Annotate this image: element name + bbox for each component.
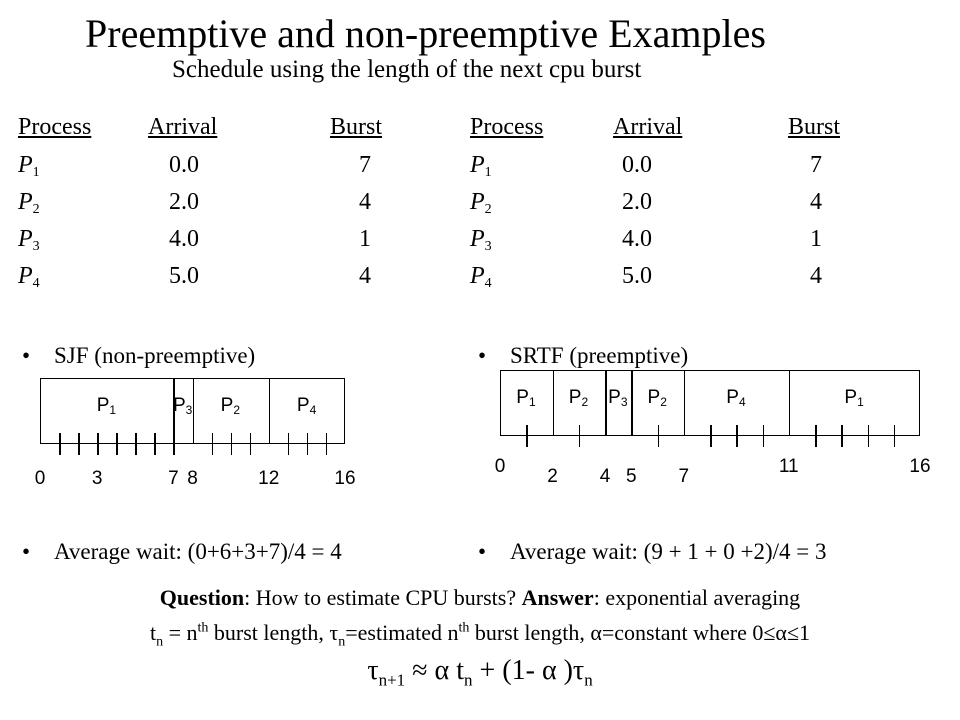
block-letter: P [296,395,310,416]
time-label: 7 [168,468,179,489]
gantt-block-label [221,395,240,417]
time-tick [78,433,80,455]
time-label: 0 [494,456,506,477]
block-letter: P [568,387,582,408]
arrival-time: 4.0 [622,226,652,252]
time-tick [288,433,290,455]
burst-time: 4 [810,189,822,215]
header-process: Process [18,114,92,140]
burst-time: 4 [359,263,371,289]
gantt-divider [684,370,686,436]
process-letter: P [18,226,33,252]
block-subscript: 1 [857,395,864,409]
time-tick [173,433,175,455]
block-subscript: 1 [109,403,117,417]
formula-sub-n1: n+1 [378,670,406,690]
gantt-block-label [844,387,863,409]
block-subscript: 3 [185,403,193,417]
process-name [470,189,492,218]
gantt-block-label [648,387,667,409]
process-letter: P [18,189,33,215]
def-d1: burst length, [208,620,330,645]
sjf-label: SJF (non-preemptive) [54,343,256,368]
time-tick [841,425,843,447]
gantt-divider [631,370,633,436]
question-label: Question [159,585,245,610]
def-t-sub: n [156,634,164,650]
answer-label: Answer [521,585,594,610]
page-title: Preemptive and non-preemptive Examples [85,11,766,56]
page-subtitle: Schedule using the length of the next cpu burst [172,56,642,83]
process-letter: P [18,263,33,289]
time-label: 8 [187,468,198,489]
time-label: 4 [599,466,611,487]
gantt-block-label [173,395,192,417]
exponential-average-formula [0,655,960,691]
burst-time: 4 [810,263,822,289]
time-tick [815,425,817,447]
time-tick [579,425,581,447]
burst-time: 4 [359,189,371,215]
gantt-divider [789,370,791,436]
block-subscript: 2 [581,395,589,409]
question-text: : How to estimate CPU bursts? [244,585,522,610]
process-letter: P [18,152,33,178]
formula-sub-n-2: n [584,670,593,690]
process-subscript: 1 [32,165,40,180]
sjf-average: • Average wait: (0+6+3+7)/4 = 4 [22,539,342,564]
process-name [18,263,40,292]
block-letter: P [844,387,858,408]
block-letter: P [726,387,739,408]
time-label: 7 [678,466,690,487]
time-tick [868,425,870,447]
process-letter: P [470,189,485,215]
srtf-average: • Average wait: (9 + 1 + 0 +2)/4 = 3 [478,539,827,564]
answer-text: : exponential averaging [593,585,801,610]
process-name [18,189,40,218]
def-eq1: = n [163,620,198,645]
time-label: 11 [778,456,799,477]
sjf-gantt-chart [34,378,356,489]
header-arrival: Arrival [148,114,218,140]
gantt-block-label [516,387,535,409]
gantt-divider [553,370,555,436]
time-tick [154,433,156,455]
srtf-average-text: Average wait: (9 + 1 + 0 +2)/4 = 3 [510,539,827,564]
srtf-label: SRTF (preemptive) [510,343,689,368]
definitions-line [0,620,960,650]
time-tick [658,425,660,447]
def-eq2: =estimated n [345,620,459,645]
header-arrival: Arrival [613,114,683,140]
block-subscript: 4 [738,395,746,409]
block-letter: P [516,387,529,408]
block-subscript: 4 [309,403,317,417]
gantt-block-label [569,387,588,409]
gantt-divider [193,378,195,444]
time-tick [526,425,528,447]
def-th-sup-2: th [458,620,470,636]
gantt-block-label [97,395,116,417]
process-letter: P [470,152,485,178]
arrival-time: 0.0 [622,152,652,178]
block-subscript: 1 [528,395,536,409]
formula-sub-n: n [464,670,473,690]
sjf-bullet: • SJF (non-preemptive) [22,343,256,368]
time-label: 3 [91,468,103,489]
burst-time: 1 [810,226,822,252]
time-tick [763,425,765,447]
process-letter: P [470,263,485,289]
arrival-time: 4.0 [169,226,199,252]
process-letter: P [470,226,485,252]
time-tick [250,433,252,455]
time-tick [326,433,328,455]
time-tick [116,433,118,455]
time-tick [59,433,61,455]
def-th-sup: th [197,620,209,636]
srtf-gantt-chart [494,370,931,488]
time-tick [135,433,137,455]
burst-time: 1 [359,226,371,252]
block-subscript: 3 [620,395,628,409]
block-letter: P [96,395,110,416]
time-label: 16 [909,456,931,477]
process-subscript: 3 [484,239,492,254]
header-process: Process [470,114,544,140]
time-tick [894,425,896,447]
header-burst: Burst [788,114,841,140]
gantt-block-label [726,387,745,409]
def-t: t [149,620,157,645]
process-subscript: 2 [32,202,40,217]
process-name [18,226,40,255]
def-d2: burst length, α=constant where 0≤α≤1 [469,620,811,645]
def-tau: τ [329,620,339,645]
time-label: 5 [625,466,637,487]
process-name [470,152,492,181]
time-tick [97,433,99,455]
process-table-left [18,114,418,304]
time-tick [710,425,712,447]
gantt-block-label [608,387,627,409]
time-label: 16 [334,468,356,489]
def-tau-sub: n [338,634,346,650]
arrival-time: 2.0 [169,189,199,215]
time-tick [736,425,738,447]
arrival-time: 0.0 [169,152,199,178]
process-subscript: 4 [32,276,40,291]
block-letter: P [172,395,186,416]
formula-tau: τ [367,655,379,686]
formula-rest2: + (1- α )τ [472,655,585,686]
formula-rest1: ≈ α t [405,655,464,686]
time-label: 2 [547,466,558,487]
process-subscript: 4 [484,276,492,291]
process-table-right [470,114,870,304]
arrival-time: 5.0 [169,263,199,289]
time-tick [307,433,309,455]
gantt-divider [269,378,271,444]
srtf-bullet: • SRTF (preemptive) [478,343,689,368]
gantt-block-label [297,395,316,417]
burst-time: 7 [359,152,371,178]
time-label: 0 [34,468,46,489]
burst-time: 7 [810,152,822,178]
time-tick [212,433,214,455]
block-subscript: 2 [233,403,240,417]
time-tick [231,433,233,455]
gantt-divider [605,370,607,436]
block-letter: P [608,387,621,408]
arrival-time: 5.0 [622,263,652,289]
process-name [470,226,492,255]
process-subscript: 2 [484,202,492,217]
time-label: 12 [258,468,280,489]
header-burst: Burst [330,114,383,140]
question-line [0,585,960,611]
process-subscript: 1 [484,165,492,180]
block-letter: P [647,387,661,408]
block-subscript: 2 [660,395,667,409]
arrival-time: 2.0 [622,189,652,215]
process-subscript: 3 [32,239,40,254]
sjf-average-text: Average wait: (0+6+3+7)/4 = 4 [54,539,342,564]
process-name [18,152,40,181]
process-name [470,263,492,292]
block-letter: P [220,395,234,416]
